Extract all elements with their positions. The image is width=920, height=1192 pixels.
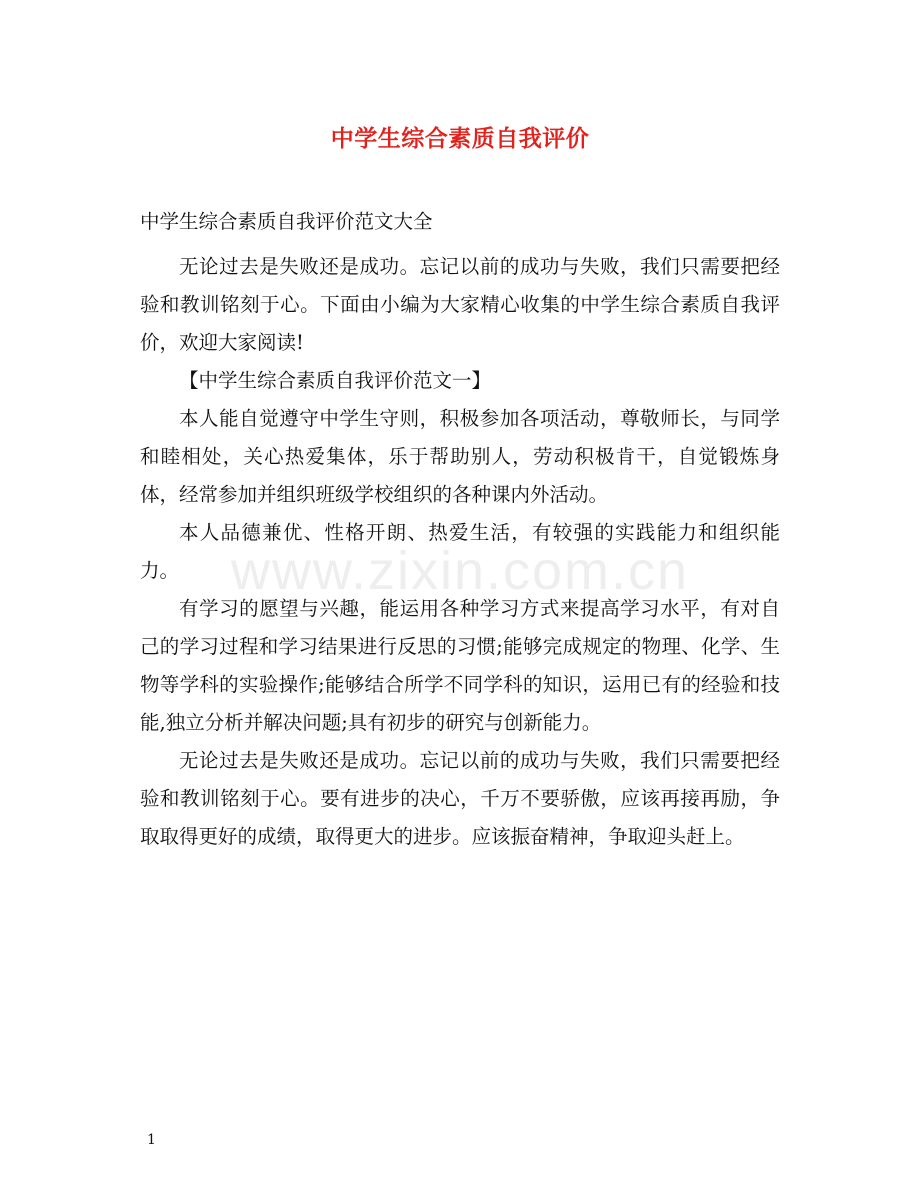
section-heading: 【中学生综合素质自我评价范文一】 <box>179 369 492 392</box>
document-body <box>140 248 780 856</box>
document-title: 中学生综合素质自我评价 <box>330 125 590 152</box>
paragraph-study: 有学习的愿望与兴趣，能运用各种学习方式来提高学习水平，有对自己的学习过程和学习结果进行反思的习惯;能够完成规定的物理、化学、生物等学科的实验操作;能够结合所学不同学科的知识，运用已有的经验和技能,独立分析并解决问题;具有初步的研究与创新能力。 <box>140 597 780 734</box>
page-number: 1 <box>147 1132 156 1148</box>
paragraph-conduct: 本人能自觉遵守中学生守则，积极参加各项活动，尊敬师长，与同学和睦相处，关心热爱集体，乐于帮助别人，劳动积极肯干，自觉锻炼身体，经常参加并组织班级学校组织的各种课内外活动。 <box>140 407 780 506</box>
paragraph-conclusion: 无论过去是失败还是成功。忘记以前的成功与失败，我们只需要把经验和教训铭刻于心。要有进步的决心，千万不要骄傲，应该再接再励，争取取得更好的成绩，取得更大的进步。应该振奋精神，争取迎头赶上。 <box>140 749 780 848</box>
paragraph-intro: 无论过去是失败还是成功。忘记以前的成功与失败，我们只需要把经验和教训铭刻于心。下面由小编为大家精心收集的中学生综合素质自我评价，欢迎大家阅读! <box>140 255 780 354</box>
paragraph-character: 本人品德兼优、性格开朗、热爱生活，有较强的实践能力和组织能力。 <box>140 521 780 582</box>
watermark: www.zixin.com.cn <box>230 541 690 601</box>
document-subtitle: 中学生综合素质自我评价范文大全 <box>140 210 433 233</box>
